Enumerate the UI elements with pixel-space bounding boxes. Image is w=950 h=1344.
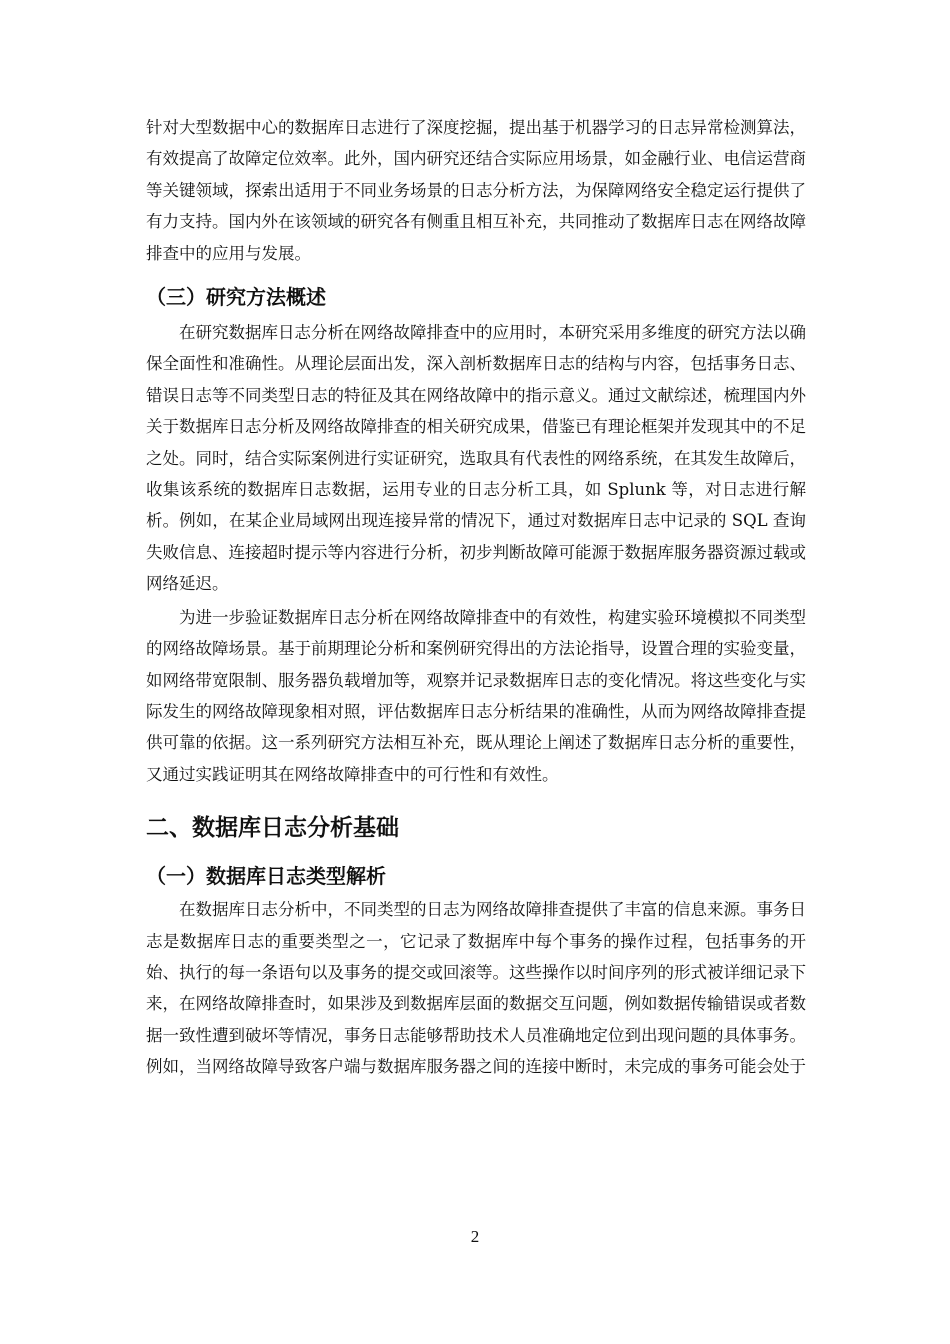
paragraph-continued: 针对大型数据中心的数据库日志进行了深度挖掘，提出基于机器学习的日志异常检测算法，有效提高了故障定位效率。此外，国内研究还结合实际应用场景，如金融行业、电信运营商等关键领域，探索出适用于不同业务场景的日志分析方法，为保障网络安全稳定运行提供了有力支持。国内外在该领域的研究各有侧重且相互补充，共同推动了数据库日志在网络故障排查中的应用与发展。 [146, 118, 806, 263]
section-heading-research-methods: （三）研究方法概述 [146, 285, 326, 310]
paragraph-log-types: 在数据库日志分析中，不同类型的日志为网络故障排查提供了丰富的信息来源。事务日志是数据库日志的重要类型之一，它记录了数据库中每个事务的操作过程，包括事务的开始、执行的每一条语句以及事务的提交或回滚等。这些操作以时间序列的形式被详细记录下来，在网络故障排查时，如果涉及到数据库层面的数据交互问题，例如数据传输错误或者数据一致性遭到破坏等情况，事务日志能够帮助技术人员准确地定位到出现问题的具体事务。例如，当网络故障导致客户端与数据库服务器之间的连接中断时，未完成的事务可能会处于 [146, 900, 806, 1077]
page-number: 2 [470, 1227, 480, 1246]
page-body [146, 112, 806, 1083]
paragraph-research-methods-1: 在研究数据库日志分析在网络故障排查中的应用时，本研究采用多维度的研究方法以确保全面性和准确性。从理论层面出发，深入剖析数据库日志的结构与内容，包括事务日志、错误日志等不同类型日志的特征及其在网络故障中的指示意义。通过文献综述，梳理国内外关于数据库日志分析及网络故障排查的相关研究成果，借鉴已有理论框架并发现其中的不足之处。同时，结合实际案例进行实证研究，选取具有代表性的网络系统，在其发生故障后，收集该系统的数据库日志数据，运用专业的日志分析工具，如 Splunk 等，对日志进行解析。例如，在某企业局域网出现连接异常的情况下，通过对数据库日志中记录的 SQL 查询失败信息、连接超时提示等内容进行分析，初步判断故障可能源于数据库服务器资源过载或网络延迟。 [146, 323, 806, 594]
section-heading-log-types: （一）数据库日志类型解析 [146, 864, 386, 889]
paragraph-research-methods-2: 为进一步验证数据库日志分析在网络故障排查中的有效性，构建实验环境模拟不同类型的网络故障场景。基于前期理论分析和案例研究得出的方法论指导，设置合理的实验变量，如网络带宽限制、服务器负载增加等，观察并记录数据库日志的变化情况。将这些变化与实际发生的网络故障现象相对照，评估数据库日志分析结果的准确性，从而为网络故障排查提供可靠的依据。这一系列研究方法相互补充，既从理论上阐述了数据库日志分析的重要性，又通过实践证明其在网络故障排查中的可行性和有效性。 [146, 607, 806, 784]
chapter-heading: 二、数据库日志分析基础 [146, 815, 399, 842]
